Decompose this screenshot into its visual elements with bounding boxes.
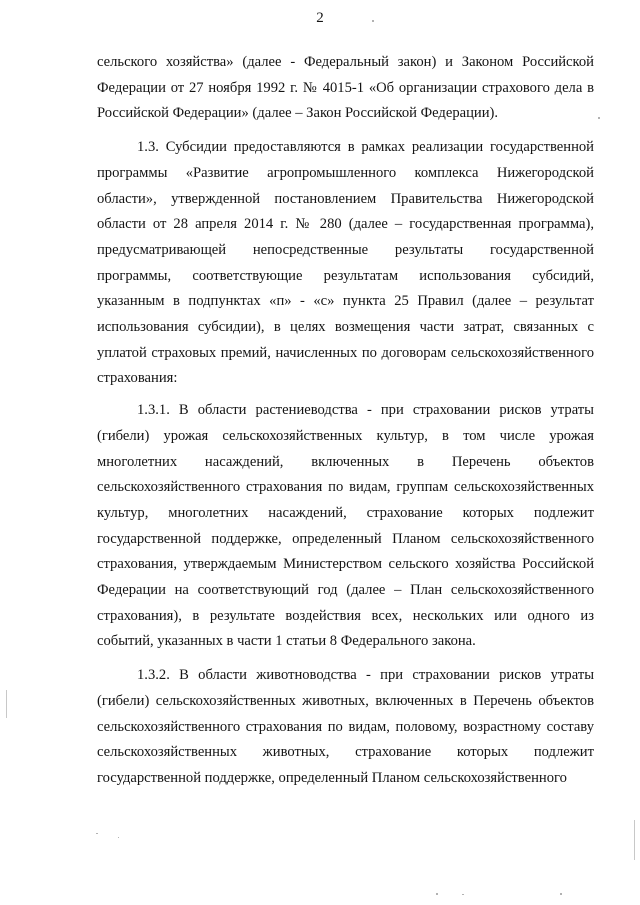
scan-edge-mark — [634, 820, 635, 860]
paragraph-1-3: 1.3. Субсидии предоставляются в рамках реализации государственной программы «Развитие агропромышленного комплекса Нижегородской области», утвержденной постановлением Правительства Нижегородской области от 28 апреля 2014 г. № 280 (далее – государственная программа), предусматривающей непосредственные результаты государственной программы, соответствующие результатам использования субсидий, указанным в подпунктах «п» - «с» пункта 25 Правил (далее – результат использования субсидии), в целях возмещения части затрат, связанных с уплатой страховых премий, начисленных по договорам сельскохозяйственного страхования: — [97, 139, 594, 387]
scan-speck — [96, 833, 98, 834]
paragraph-1-3-1: 1.3.1. В области растениеводства - при страховании рисков утраты (гибели) урожая сельскохозяйственных культур, в том числе урожая многолетних насаждений, включенных в Перечень объектов сельскохозяйственного страхования по видам, группам сельскохозяйственных культур, многолетних насаждений, страхование которых подлежит государственной поддержке, определенный Планом сельскохозяйственного страхования, утверждаемым Министерством сельского хозяйства Российской Федерации на соответствующий год (далее – План сельскохозяйственного страхования), в результате воздействия всех, нескольких или одного из событий, указанных в части 1 статьи 8 Федерального закона. — [97, 402, 594, 650]
scan-speck — [436, 893, 438, 895]
scan-edge-mark — [6, 690, 7, 718]
paragraph-law-references: сельского хозяйства» (далее - Федеральный закон) и Законом Российской Федерации от 27 ноября 1992 г. № 4015-1 «Об организации страхового дела в Российской Федерации» (далее – Закон Российской Федерации). — [97, 54, 594, 122]
paragraph-1-3-2: 1.3.2. В области животноводства - при страховании рисков утраты (гибели) сельскохозяйственных животных, включенных в Перечень объектов сельскохозяйственного страхования по видам, половому, возрастному составу сельскохозяйственных животных, страхование которых подлежит государственной поддержке, определенный Планом сельскохозяйственного — [97, 667, 594, 786]
document-body — [97, 50, 594, 792]
scan-speck — [372, 20, 374, 22]
page-number: 2 — [316, 10, 324, 26]
scan-speck — [560, 893, 562, 895]
scan-speck — [598, 117, 600, 119]
scan-speck — [118, 837, 119, 838]
scan-speck — [462, 894, 464, 895]
